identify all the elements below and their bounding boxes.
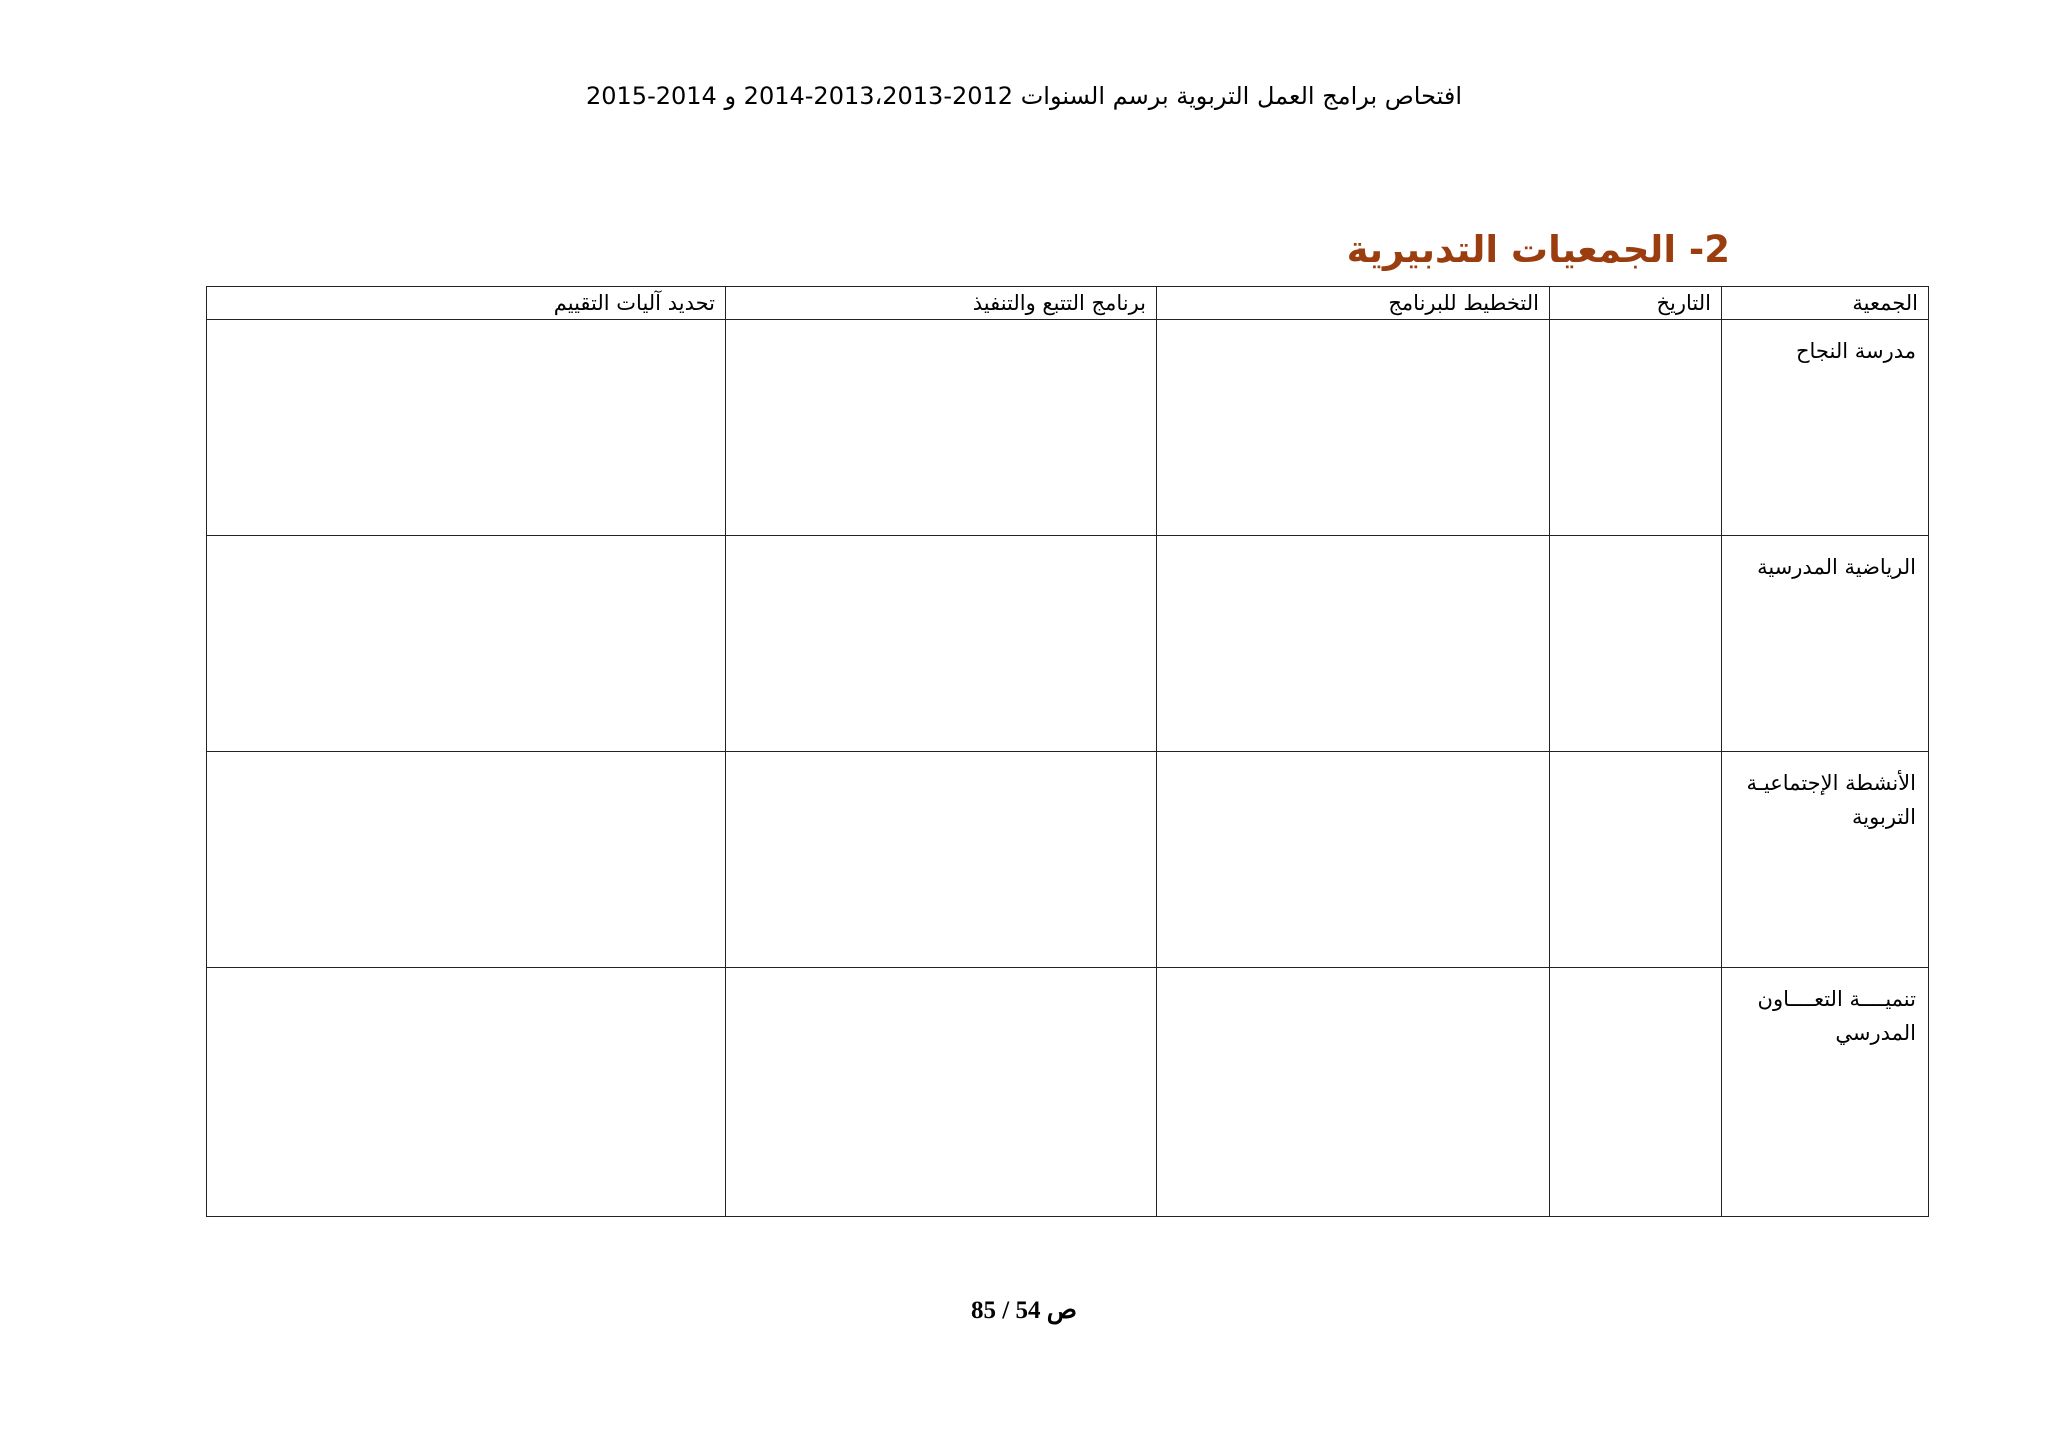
row-association-name: مدرسة النجاح [1722, 320, 1929, 536]
followup-cell[interactable] [726, 968, 1157, 1217]
followup-cell[interactable] [726, 752, 1157, 968]
column-header-date: التاريخ [1550, 287, 1722, 320]
evaluation-cell[interactable] [207, 536, 726, 752]
date-cell[interactable] [1550, 320, 1722, 536]
table-header-row [207, 287, 1929, 320]
evaluation-cell[interactable] [207, 752, 726, 968]
page-number: 85 / 54 ص [971, 1297, 1077, 1324]
date-cell[interactable] [1550, 968, 1722, 1217]
table-row [207, 968, 1929, 1217]
followup-cell[interactable] [726, 536, 1157, 752]
row-association-name: الأنشطة الإجتماعيـة التربوية [1722, 752, 1929, 968]
table-row [207, 752, 1929, 968]
column-header-planning: التخطيط للبرنامج [1157, 287, 1550, 320]
date-cell[interactable] [1550, 752, 1722, 968]
column-header-evaluation: تحديد آليات التقييم [207, 287, 726, 320]
planning-cell[interactable] [1157, 536, 1550, 752]
evaluation-cell[interactable] [207, 320, 726, 536]
section-title: 2- الجمعيات التدبيرية [1346, 228, 1730, 271]
planning-cell[interactable] [1157, 752, 1550, 968]
followup-cell[interactable] [726, 320, 1157, 536]
evaluation-cell[interactable] [207, 968, 726, 1217]
page-header: افتحاص برامج العمل التربوية برسم السنوات 2012-2013،2013-2014 و 2014-2015 [585, 82, 1462, 110]
planning-cell[interactable] [1157, 320, 1550, 536]
column-header-followup: برنامج التتبع والتنفيذ [726, 287, 1157, 320]
date-cell[interactable] [1550, 536, 1722, 752]
column-header-association: الجمعية [1722, 287, 1929, 320]
table-row [207, 320, 1929, 536]
row-association-name: الرياضية المدرسية [1722, 536, 1929, 752]
associations-table [206, 286, 1929, 1217]
table-row [207, 536, 1929, 752]
row-association-name: تنميــــة التعــــاون المدرسي [1722, 968, 1929, 1217]
planning-cell[interactable] [1157, 968, 1550, 1217]
